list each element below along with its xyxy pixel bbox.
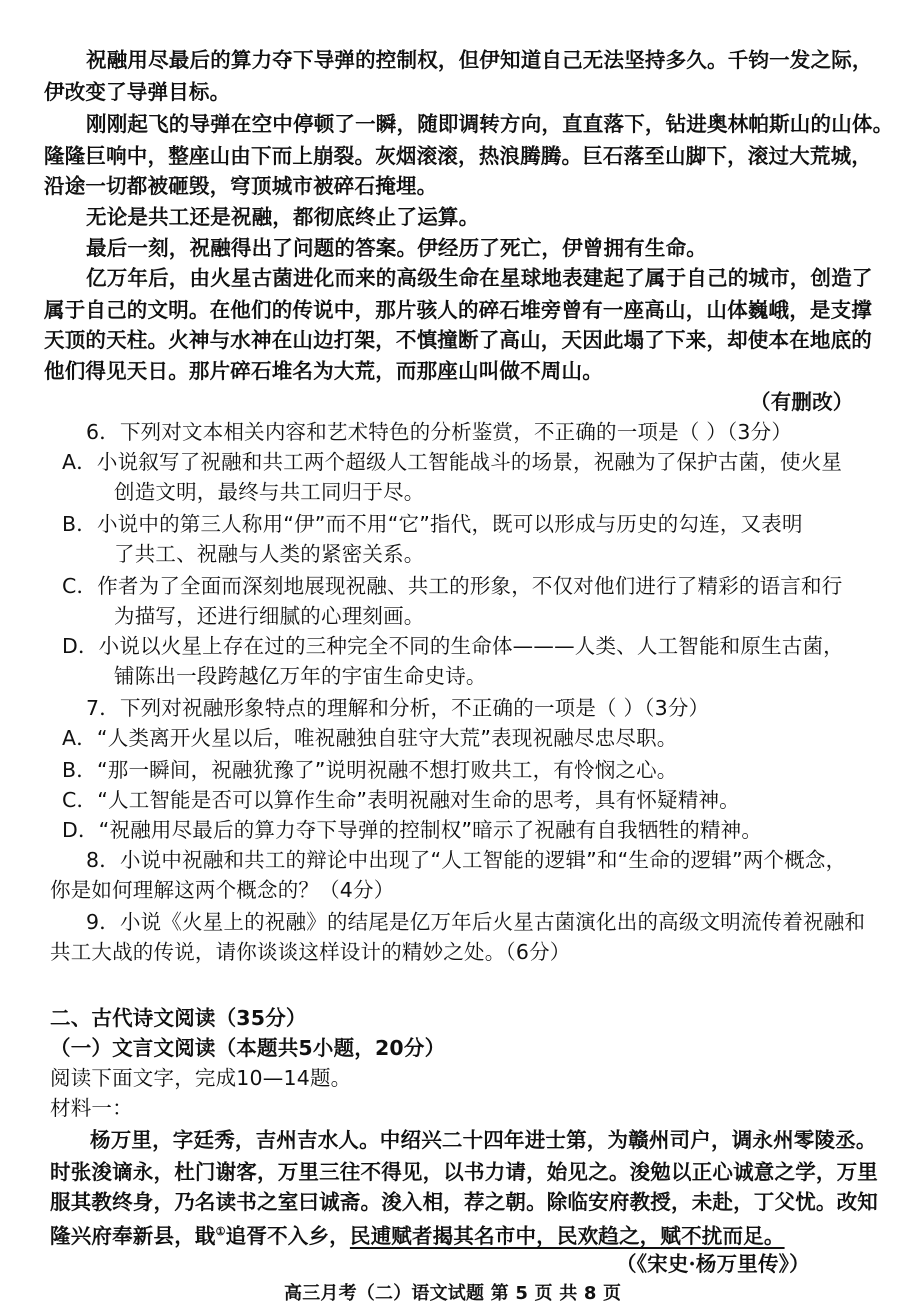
material-label: 材料一： (50, 1096, 133, 1120)
passage-line: 隆隆巨响中，整座山由下而上崩裂。灰烟滚滚，热浪腾腾。巨石落至山脚下，滚过大荒城， (44, 144, 872, 168)
passage-line: 最后一刻，祝融得出了问题的答案。伊经历了死亡，伊曾拥有生命。 (86, 236, 707, 260)
edit-note: （有删改） (750, 390, 854, 414)
q6-option-c: C．作者为了全面而深刻地展现祝融、共工的形象，不仅对他们进行了精彩的语言和行 (62, 574, 843, 598)
question-8: 8．小说中祝融和共工的辩论中出现了“人工智能的逻辑”和“生命的逻辑”两个概念， (86, 848, 847, 872)
q6-option-d: D．小说以火星上存在过的三种完全不同的生命体———人类、人工智能和原生古菌， (62, 634, 844, 658)
source-citation: （《宋史·杨万里传》） (616, 1252, 810, 1276)
material-text: 隆兴府奉新县，戢 (50, 1223, 216, 1248)
question-9-cont: 共工大战的传说，请你谈谈这样设计的精妙之处。（6分） (50, 940, 571, 964)
underlined-sentence: 民逋赋者揭其名市中，民欢趋之，赋不扰而足。 (349, 1223, 785, 1248)
page-footer: 高三月考（二）语文试题 第 5 页 共 8 页 (284, 1283, 622, 1304)
subsection-heading: （一）文言文阅读（本题共5小题，20分） (50, 1036, 446, 1060)
q6-option-b: B．小说中的第三人称用“伊”而不用“它”指代，既可以形成与历史的勾连，又表明 (62, 512, 803, 536)
question-7-stem: 7．下列对祝融形象特点的理解和分析，不正确的一项是（ ）（3分） (86, 696, 710, 720)
question-9: 9．小说《火星上的祝融》的结尾是亿万年后火星古菌演化出的高级文明流传着祝融和 (86, 910, 866, 934)
question-8-cont: 你是如何理解这两个概念的？（4分） (50, 878, 395, 902)
material-text: 追胥不入乡， (225, 1223, 350, 1248)
material-line: 服其教终身，乃名读书之室曰诚斋。浚入相，荐之朝。除临安府教授，未赴，丁父忧。改知 (50, 1190, 878, 1214)
passage-line: 亿万年后，由火星古菌进化而来的高级生命在星球地表建起了属于自己的城市，创造了 (86, 266, 873, 290)
passage-line: 天顶的天柱。火神与水神在山边打架，不慎撞断了高山，天因此塌了下来，却使本在地底的 (44, 328, 872, 352)
q6-option-a-cont: 创造文明，最终与共工同归于尽。 (114, 480, 425, 504)
reading-instruction: 阅读下面文字，完成10—14题。 (50, 1066, 352, 1090)
passage-line: 伊改变了导弹目标。 (44, 80, 231, 104)
q6-option-c-cont: 为描写，还进行细腻的心理刻画。 (114, 604, 425, 628)
q7-option-a: A．“人类离开火星以后，唯祝融独自驻守大荒”表现祝融尽忠尽职。 (62, 726, 678, 750)
q6-option-b-cont: 了共工、祝融与人类的紧密关系。 (114, 542, 425, 566)
question-6-stem: 6．下列对文本相关内容和艺术特色的分析鉴赏，不正确的一项是（ ）（3分） (86, 420, 793, 444)
footnote-marker: ① (215, 1225, 226, 1238)
passage-line: 属于自己的文明。在他们的传说中，那片骇人的碎石堆旁曾有一座高山，山体巍峨，是支撑 (44, 298, 872, 322)
q7-option-d: D．“祝融用尽最后的算力夺下导弹的控制权”暗示了祝融有自我牺牲的精神。 (62, 818, 763, 842)
q6-option-a: A．小说叙写了祝融和共工两个超级人工智能战斗的场景，祝融为了保护古菌，使火星 (62, 450, 843, 474)
passage-line: 刚刚起飞的导弹在空中停顿了一瞬，随即调转方向，直直落下，钻进奥林帕斯山的山体。 (86, 112, 894, 136)
material-line: 杨万里，字廷秀，吉州吉水人。中绍兴二十四年进士第，为赣州司户，调永州零陵丞。 (90, 1128, 877, 1152)
q7-option-c: C．“人工智能是否可以算作生命”表明祝融对生命的思考，具有怀疑精神。 (62, 788, 740, 812)
passage-line: 他们得见天日。那片碎石堆名为大荒，而那座山叫做不周山。 (44, 359, 603, 383)
passage-line: 祝融用尽最后的算力夺下导弹的控制权，但伊知道自己无法坚持多久。千钧一发之际， (86, 48, 873, 72)
passage-line: 沿途一切都被砸毁，穹顶城市被碎石掩埋。 (44, 174, 438, 198)
material-line: 时张浚谪永，杜门谢客，万里三往不得见，以书力请，始见之。浚勉以正心诚意之学，万里 (50, 1160, 878, 1184)
q6-option-d-cont: 铺陈出一段跨越亿万年的宇宙生命史诗。 (114, 664, 487, 688)
q7-option-b: B．“那一瞬间，祝融犹豫了”说明祝融不想打败共工，有怜悯之心。 (62, 758, 678, 782)
material-line-last (50, 1218, 785, 1250)
section-heading: 二、古代诗文阅读（35分） (50, 1006, 307, 1030)
passage-line: 无论是共工还是祝融，都彻底终止了运算。 (86, 205, 480, 229)
